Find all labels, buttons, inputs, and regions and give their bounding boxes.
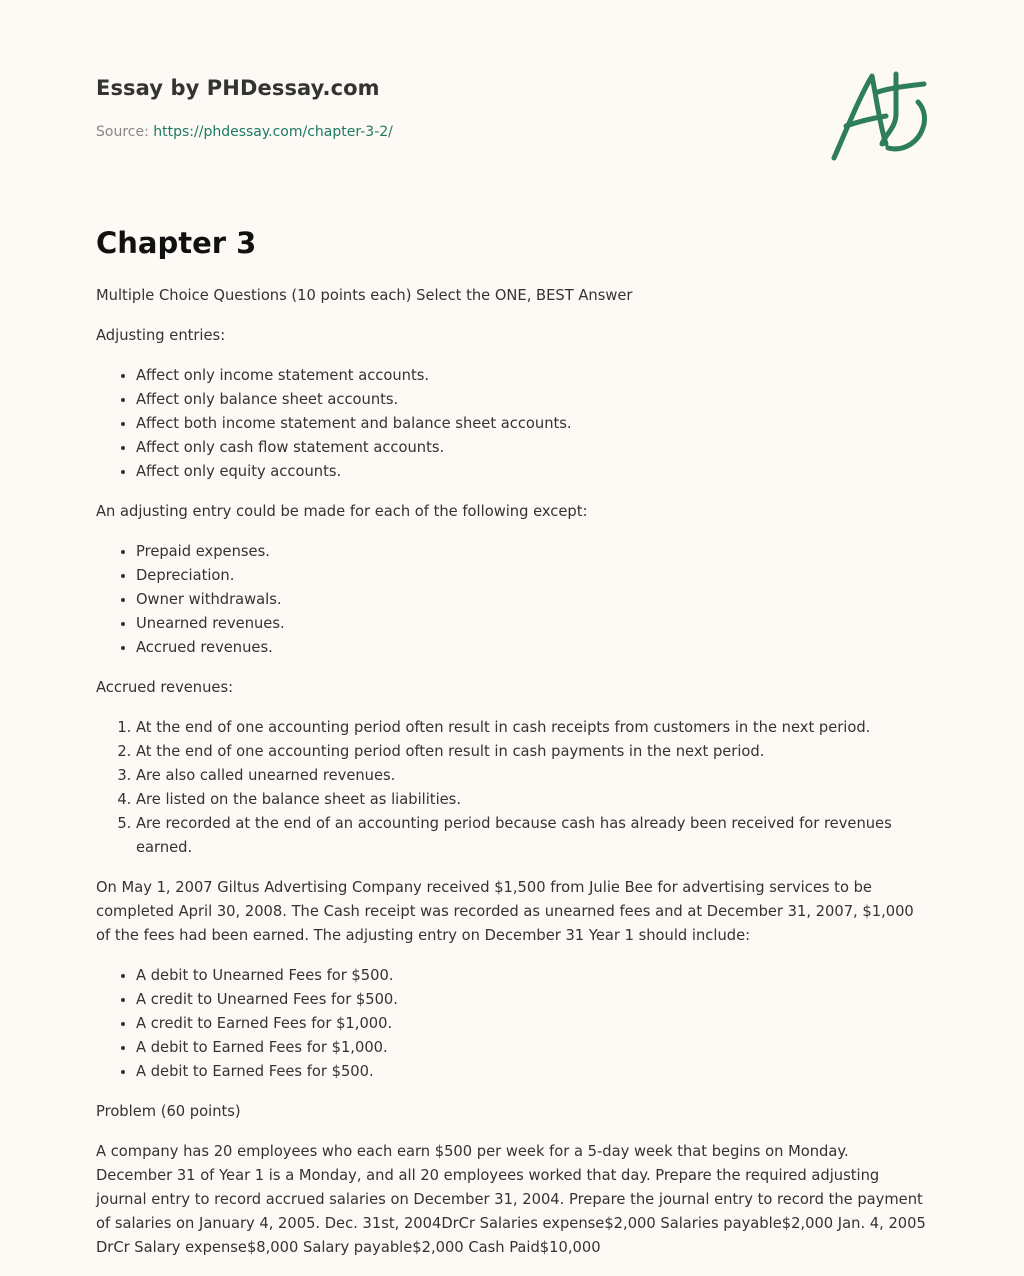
- list-item: • Affect only balance sheet accounts.: [136, 388, 928, 412]
- question-4-prompt: On May 1, 2007 Giltus Advertising Company received $1,500 from Julie Bee for advertising services to be completed April 30, 2008. The Cash receipt was recorded as unearned fees and at December 31, 2007, $1,000 of the fees had been earned. The adjusting entry on December 31 Year 1 should include:: [96, 879, 914, 944]
- list-item: 2. At the end of one accounting period often result in cash payments in the next period.: [136, 740, 928, 764]
- problem-text: A company has 20 employees who each earn $500 per week for a 5-day week that begins on Monday. December 31 of Year 1 is a Monday, and all 20 employees worked that day. Prepare the required adjusting journal entry to record accrued salaries on December 31, 2004. Prepare the journal entry to record the payment of salaries on January 4, 2005. Dec. 31st, 2004DrCr Salaries expense$2,000 Salaries payable$2,000 Jan. 4, 2005 DrCr Salary expense$8,000 Salary payable$2,000 Cash Paid$10,000: [96, 1143, 926, 1256]
- question-4-options: [96, 964, 928, 1084]
- question-1-options: [96, 364, 928, 484]
- site-title: Essay by PHDessay.com: [96, 76, 380, 100]
- problem-heading: Problem (60 points): [96, 1103, 241, 1120]
- list-item: • A credit to Unearned Fees for $500.: [136, 988, 928, 1012]
- list-item: 1. At the end of one accounting period often result in cash receipts from customers in the next period.: [136, 716, 928, 740]
- list-item: • Owner withdrawals.: [136, 588, 928, 612]
- document-body: [96, 284, 928, 1276]
- question-1-prompt: Adjusting entries:: [96, 327, 226, 344]
- list-item: • Unearned revenues.: [136, 612, 928, 636]
- list-item: 4. Are listed on the balance sheet as liabilities.: [136, 788, 928, 812]
- question-2-options: [96, 540, 928, 660]
- list-item: • Affect only income statement accounts.: [136, 364, 928, 388]
- source-label: Source:: [96, 124, 154, 140]
- a-plus-logo-icon: [826, 66, 930, 166]
- question-3-options: [96, 716, 928, 860]
- question-2-prompt: An adjusting entry could be made for each of the following except:: [96, 503, 588, 520]
- list-item: • Accrued revenues.: [136, 636, 928, 660]
- list-item: • Affect only equity accounts.: [136, 460, 928, 484]
- list-item: • A debit to Unearned Fees for $500.: [136, 964, 928, 988]
- list-item: • A credit to Earned Fees for $1,000.: [136, 1012, 928, 1036]
- list-item: • Affect both income statement and balance sheet accounts.: [136, 412, 928, 436]
- list-item: 3. Are also called unearned revenues.: [136, 764, 928, 788]
- list-item: • Prepaid expenses.: [136, 540, 928, 564]
- intro-text: Multiple Choice Questions (10 points each) Select the ONE, BEST Answer: [96, 287, 633, 304]
- document-title: Chapter 3: [96, 226, 257, 260]
- list-item: 5. Are recorded at the end of an accounting period because cash has already been received for revenues earned.: [136, 812, 928, 860]
- list-item: • Affect only cash flow statement accounts.: [136, 436, 928, 460]
- source-line: [96, 124, 393, 140]
- list-item: • Depreciation.: [136, 564, 928, 588]
- question-3-prompt: Accrued revenues:: [96, 679, 234, 696]
- source-link[interactable]: https://phdessay.com/chapter-3-2/: [153, 124, 393, 140]
- list-item: • A debit to Earned Fees for $500.: [136, 1060, 928, 1084]
- list-item: • A debit to Earned Fees for $1,000.: [136, 1036, 928, 1060]
